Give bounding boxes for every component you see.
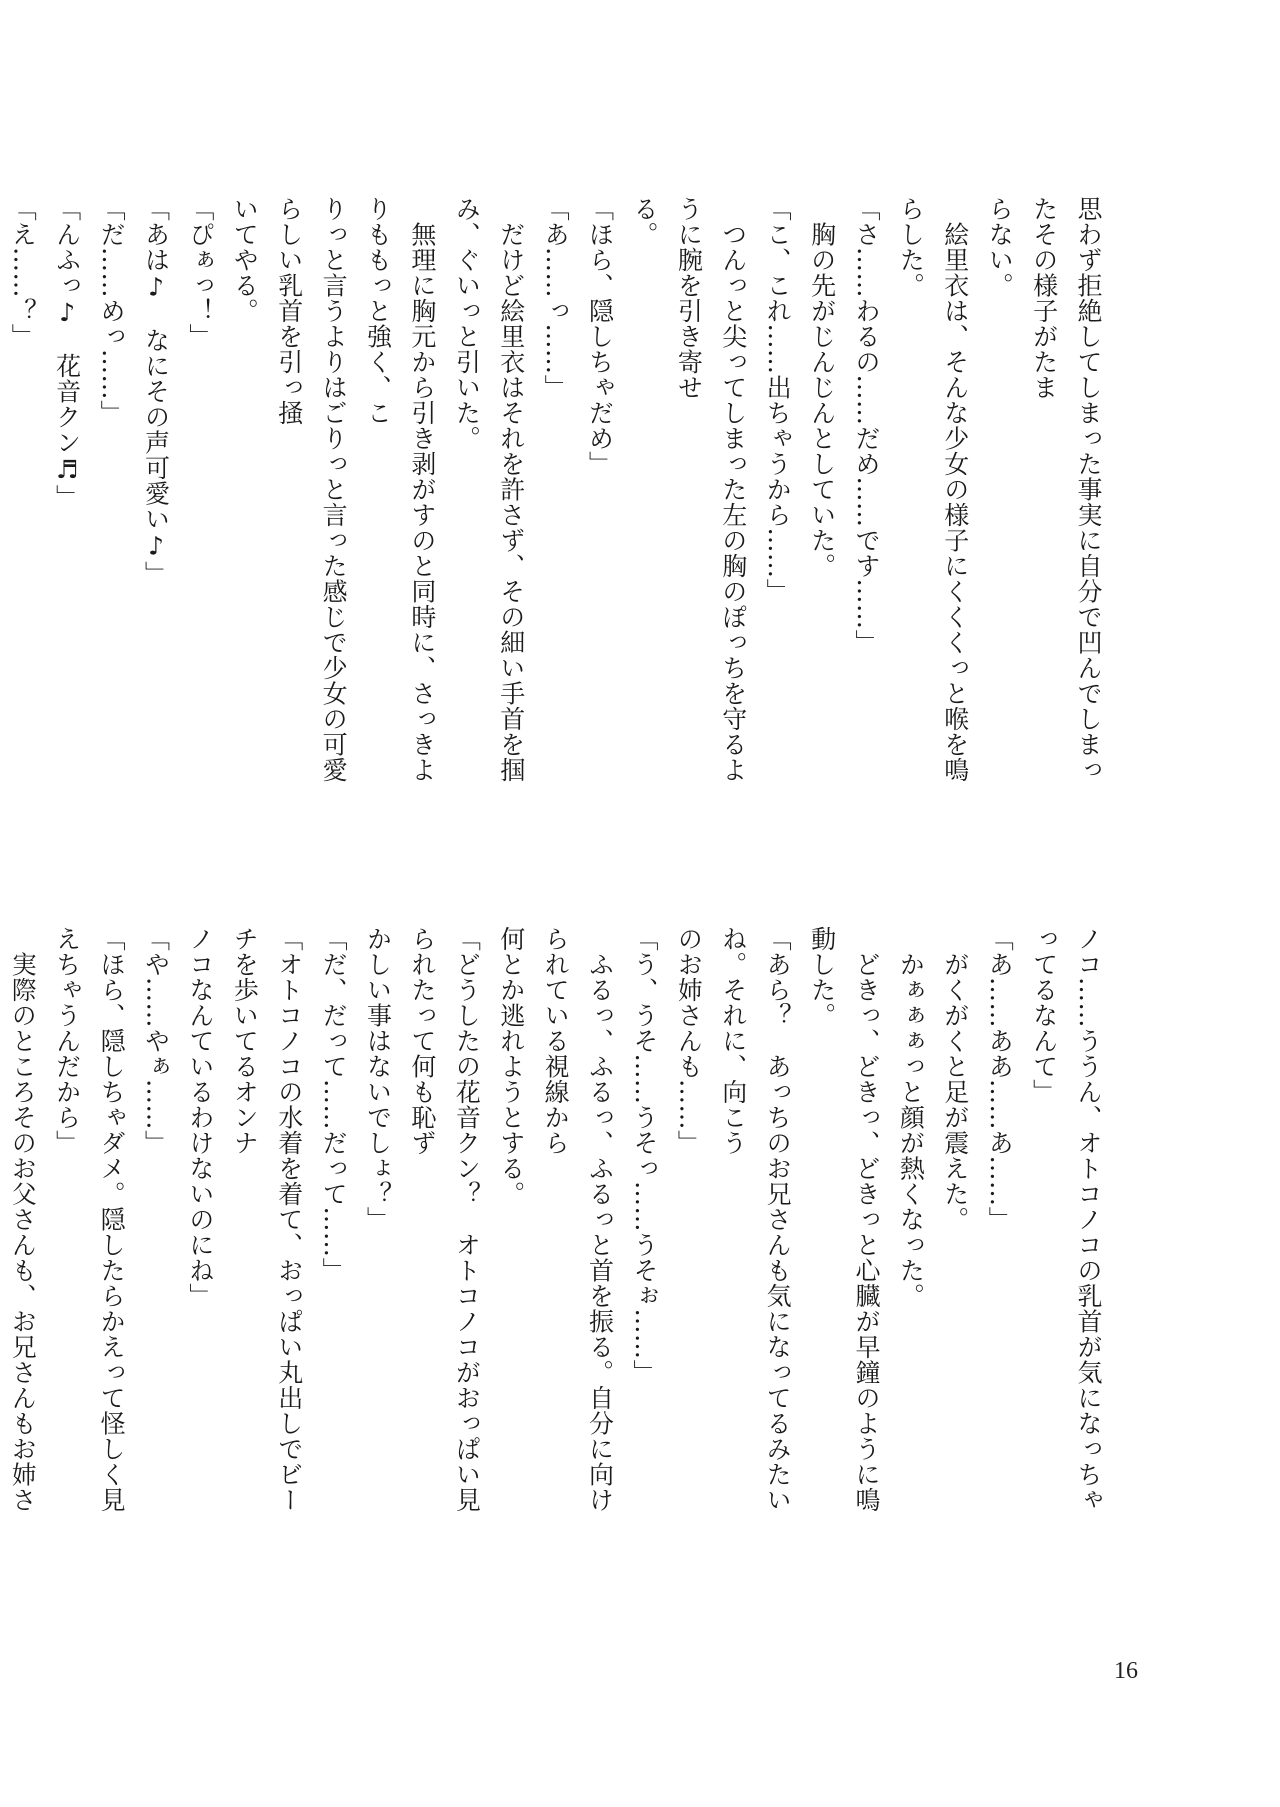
text-line: 「だ……めっ……」 xyxy=(97,196,127,426)
text-line: 胸の先がじんじんとしていた。 xyxy=(807,196,837,579)
text-line: 実際のところそのお父さんも、お兄さんもお姉さ xyxy=(8,951,38,1513)
text-line: 「あ……ああ……あ……」 xyxy=(985,926,1015,1232)
text-line: 「や……やぁ……」 xyxy=(141,926,171,1156)
text-line: 「さ……わるの……だめ……です……」 xyxy=(851,196,881,655)
text-line: 「んふっ♪ 花音クン♬」 xyxy=(52,196,82,510)
text-line: ノコ……ううん、オトコノコの乳首が気になっちゃってるなんて」 xyxy=(1029,926,1103,1513)
text-line: 絵里衣は、そんな少女の様子にくくくっと喉を鳴らした。 xyxy=(896,196,970,783)
text-line: のお姉さんも……」 xyxy=(674,926,704,1156)
text-line: 「オトコノコの水着を着て、おっぱい丸出しでビーチを歩いてるオンナ xyxy=(230,926,304,1513)
text-line: 「だ、だって……だって……」 xyxy=(319,926,349,1283)
text-line: りっと言うよりはごりっと言った感じで少女の可愛らしい乳首を引っ掻 xyxy=(274,196,349,783)
text-line: かぁぁぁっと顔が熱くなった。 xyxy=(896,926,926,1309)
text-line: 思わず拒絶してしまった事実に自分で凹んでしまったその様子がたま xyxy=(1029,196,1103,783)
text-line: 「あは♪ なにその声可愛い♪」 xyxy=(141,196,171,587)
page-number: 16 xyxy=(1114,1658,1138,1684)
text-line: る。 xyxy=(629,196,659,247)
text-line: つんっと尖ってしまった左の胸のぽっちを守るように腕を引き寄せ xyxy=(674,196,748,783)
text-line: 「こ、これ……出ちゃうから……」 xyxy=(763,196,793,604)
text-line: がくがくと足が震えた。 xyxy=(940,926,970,1232)
text-line: 「あら？ あっちのお兄さんも気になってるみたいね。それに、向こう xyxy=(718,926,793,1513)
text-block-bottom xyxy=(8,926,1110,1530)
text-line: 「え……？」 xyxy=(8,196,38,349)
text-line: だけど絵里衣はそれを許さず、その細い手首を掴み、ぐいっと引いた。 xyxy=(452,196,526,783)
text-line: 「どうしたの花音クン？ オトコノコがおっぱい見られたって何も恥ず xyxy=(407,926,482,1513)
text-line: 無理に胸元から引き剥がすのと同時に、さっきよりももっと強く、こ xyxy=(363,196,437,783)
text-line: ふるっ、ふるっ、ふるっと首を振る。自分に向けられている視線から xyxy=(541,926,615,1513)
text-line: ノコなんているわけないのにね」 xyxy=(185,926,215,1309)
text-line: 「ほら、隠しちゃだめ」 xyxy=(585,196,615,477)
text-line: 「う、うそ……うそっ……うそぉ……」 xyxy=(629,926,659,1385)
text-line: かしい事はないでしょ？」 xyxy=(363,926,393,1232)
text-line: どきっ、どきっ、どきっと心臓が早鐘のように鳴動した。 xyxy=(807,926,881,1513)
text-line: いてやる。 xyxy=(230,196,260,324)
text-line: 「ほら、隠しちゃダメ。隠したらかえって怪しく見えちゃうんだから」 xyxy=(52,926,127,1513)
text-line: 何とか逃れようとする。 xyxy=(496,926,526,1207)
text-line: 「あ……っ……」 xyxy=(541,196,571,400)
text-block-top xyxy=(8,196,1110,800)
text-line: 「ぴぁっ！」 xyxy=(185,196,215,349)
text-line: らない。 xyxy=(985,196,1015,298)
